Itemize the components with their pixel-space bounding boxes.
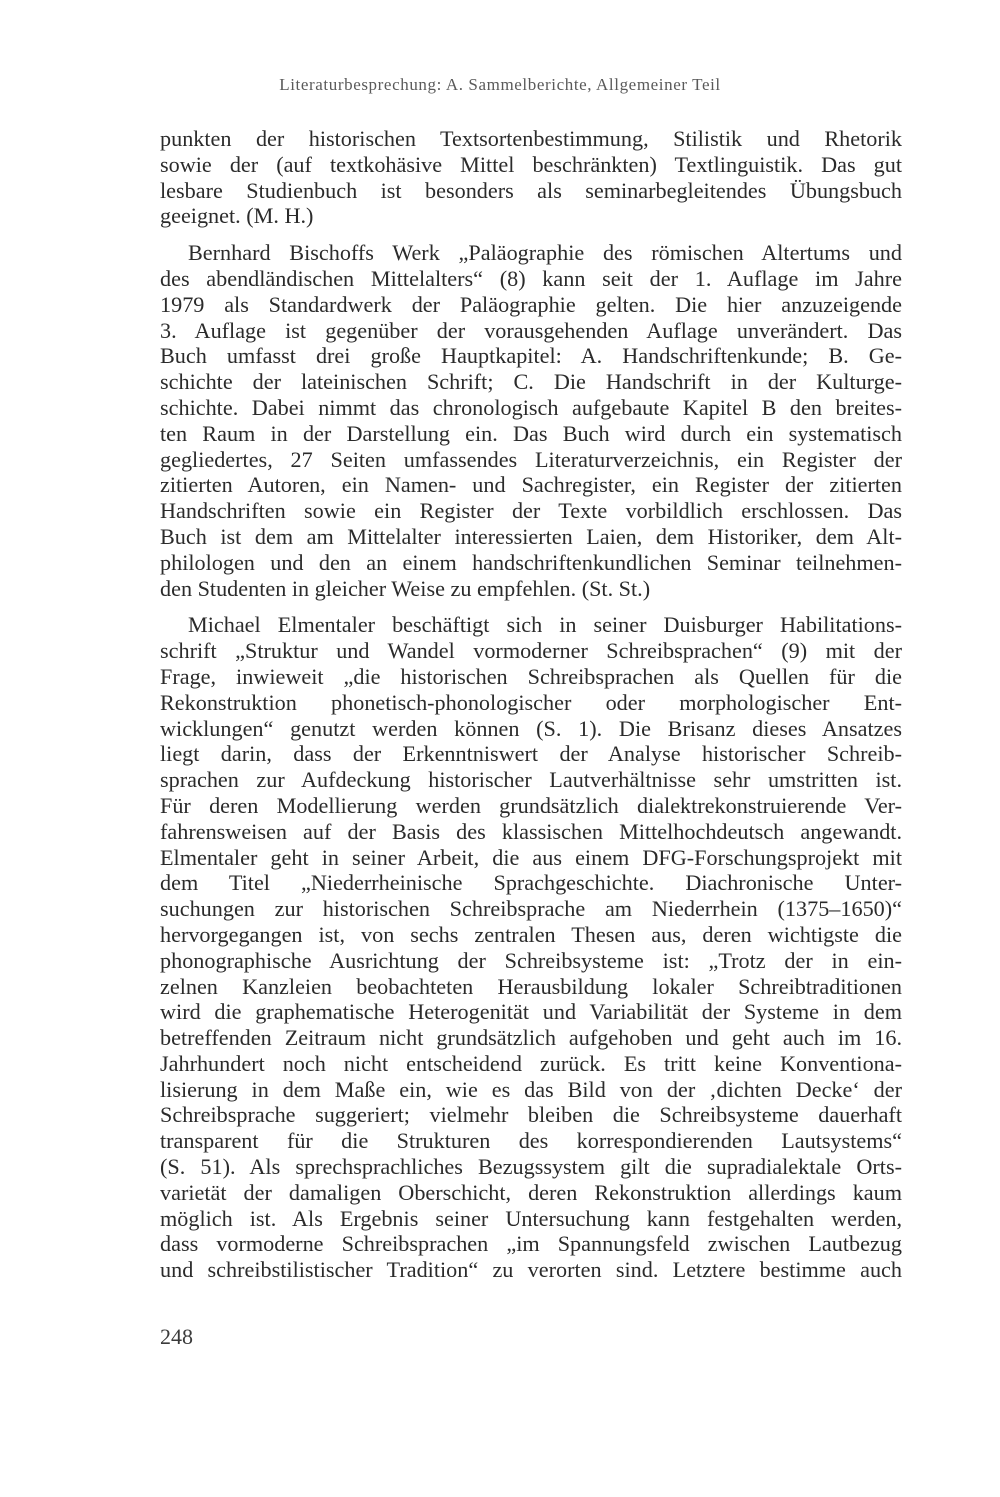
- body-text: [160, 126, 902, 1283]
- text-line: des abendländischen Mittelalters“ (8) kann seit der 1. Auflage im Jahre: [160, 265, 902, 291]
- text-line: schichte. Dabei nimmt das chronologisch aufgebaute Kapitel B den breites-: [160, 394, 902, 420]
- text-line: (S. 51). Als sprechsprachliches Bezugssystem gilt die supradialektale Orts-: [160, 1154, 902, 1180]
- text-line: lesbare Studienbuch ist besonders als seminarbegleitendes Übungsbuch: [160, 177, 902, 203]
- text-line: möglich ist. Als Ergebnis seiner Untersuchung kann festgehalten werden,: [160, 1205, 902, 1231]
- text-line: punkten der historischen Textsortenbestimmung, Stilistik und Rhetorik: [160, 126, 902, 151]
- text-line: dem Titel „Niederrheinische Sprachgeschichte. Diachronische Unter-: [160, 870, 902, 896]
- text-line: zitierten Autoren, ein Namen- und Sachregister, ein Register der zitierten: [160, 472, 902, 498]
- text-line: varietät der damaligen Oberschicht, deren Rekonstruktion allerdings kaum: [160, 1179, 902, 1205]
- text-line: Bernhard Bischoffs Werk „Paläographie des römischen Altertums und: [188, 240, 902, 266]
- text-line: geeignet. (M. H.): [160, 203, 314, 229]
- text-line: liegt darin, dass der Erkenntniswert der Analyse historischer Schreib-: [160, 741, 902, 767]
- text-line: Jahrhundert noch nicht entscheidend zurück. Es tritt keine Konventiona-: [160, 1050, 902, 1076]
- running-head: Literaturbesprechung: A. Sammelberichte, Allgemeiner Teil: [279, 75, 721, 94]
- text-line: philologen und den an einem handschriftenkundlichen Seminar teilnehmen-: [160, 549, 902, 575]
- text-line: suchungen zur historischen Schreibsprache am Niederrhein (1375–1650)“: [160, 896, 902, 922]
- text-line: ten Raum in der Darstellung ein. Das Buch wird durch ein systematisch: [160, 420, 902, 446]
- text-line: Für deren Modellierung werden grundsätzlich dialektrekonstruierende Ver-: [160, 792, 902, 818]
- text-line: phonographische Ausrichtung der Schreibsysteme ist: „Trotz der in ein-: [160, 947, 902, 973]
- text-line: Rekonstruktion phonetisch-phonologischer oder morphologischer Ent-: [160, 689, 902, 715]
- text-line: Schreibsprache suggeriert; vielmehr bleiben die Schreibsysteme dauerhaft: [160, 1102, 902, 1128]
- text-line: zelnen Kanzleien beobachteten Herausbildung lokaler Schreibtraditionen: [160, 973, 902, 999]
- paragraph-1: [160, 126, 902, 229]
- text-line: und schreibstilistischer Tradition“ zu verorten sind. Letztere bestimme auch: [160, 1257, 902, 1283]
- text-line: Buch umfasst drei große Hauptkapitel: A. Handschriftenkunde; B. Ge-: [160, 343, 902, 369]
- text-line: sprachen zur Aufdeckung historischer Lautverhältnisse sehr umstritten ist.: [160, 767, 902, 793]
- text-line: den Studenten in gleicher Weise zu empfehlen. (St. St.): [160, 575, 651, 601]
- text-line: Frage, inwieweit „die historischen Schreibsprachen als Quellen für die: [160, 663, 902, 689]
- text-line: Buch ist dem am Mittelalter interessierten Laien, dem Historiker, dem Alt-: [160, 523, 902, 549]
- text-line: schichte der lateinischen Schrift; C. Die Handschrift in der Kulturge-: [160, 369, 902, 395]
- text-line: wird die graphematische Heterogenität und Variabilität der Systeme in dem: [160, 999, 902, 1025]
- text-line: Handschriften sowie ein Register der Texte vorbildlich erschlossen. Das: [160, 498, 902, 524]
- paragraph-3: [160, 612, 902, 1283]
- text-line: hervorgegangen ist, von sechs zentralen Thesen aus, deren wichtigste die: [160, 921, 902, 947]
- text-line: Elmentaler geht in seiner Arbeit, die aus einem DFG-Forschungsprojekt mit: [160, 844, 902, 870]
- text-line: gegliedertes, 27 Seiten umfassendes Literaturverzeichnis, ein Register der: [160, 446, 902, 472]
- page-number: 248: [160, 1324, 193, 1349]
- paragraph-2: [160, 240, 902, 601]
- text-line: fahrensweisen auf der Basis des klassischen Mittelhochdeutsch angewandt.: [160, 818, 902, 844]
- text-line: schrift „Struktur und Wandel vormoderner Schreibsprachen“ (9) mit der: [160, 638, 902, 664]
- text-line: 3. Auflage ist gegenüber der vorausgehenden Auflage unverändert. Das: [160, 317, 902, 343]
- text-line: transparent für die Strukturen des korrespondierenden Lautsystems“: [160, 1128, 902, 1154]
- text-line: betreffenden Zeitraum nicht grundsätzlich aufgehoben und geht auch im 16.: [160, 1025, 902, 1051]
- text-line: lisierung in dem Maße ein, wie es das Bild von der ‚dichten Decke‘ der: [160, 1076, 902, 1102]
- text-line: Michael Elmentaler beschäftigt sich in seiner Duisburger Habilitations-: [188, 612, 902, 638]
- text-line: dass vormoderne Schreibsprachen „im Spannungsfeld zwischen Lautbezug: [160, 1231, 902, 1257]
- text-line: 1979 als Standardwerk der Paläographie gelten. Die hier anzuzeigende: [160, 291, 902, 317]
- text-line: sowie der (auf textkohäsive Mittel beschränkten) Textlinguistik. Das gut: [160, 151, 902, 177]
- text-line: wicklungen“ genutzt werden können (S. 1). Die Brisanz dieses Ansatzes: [160, 715, 902, 741]
